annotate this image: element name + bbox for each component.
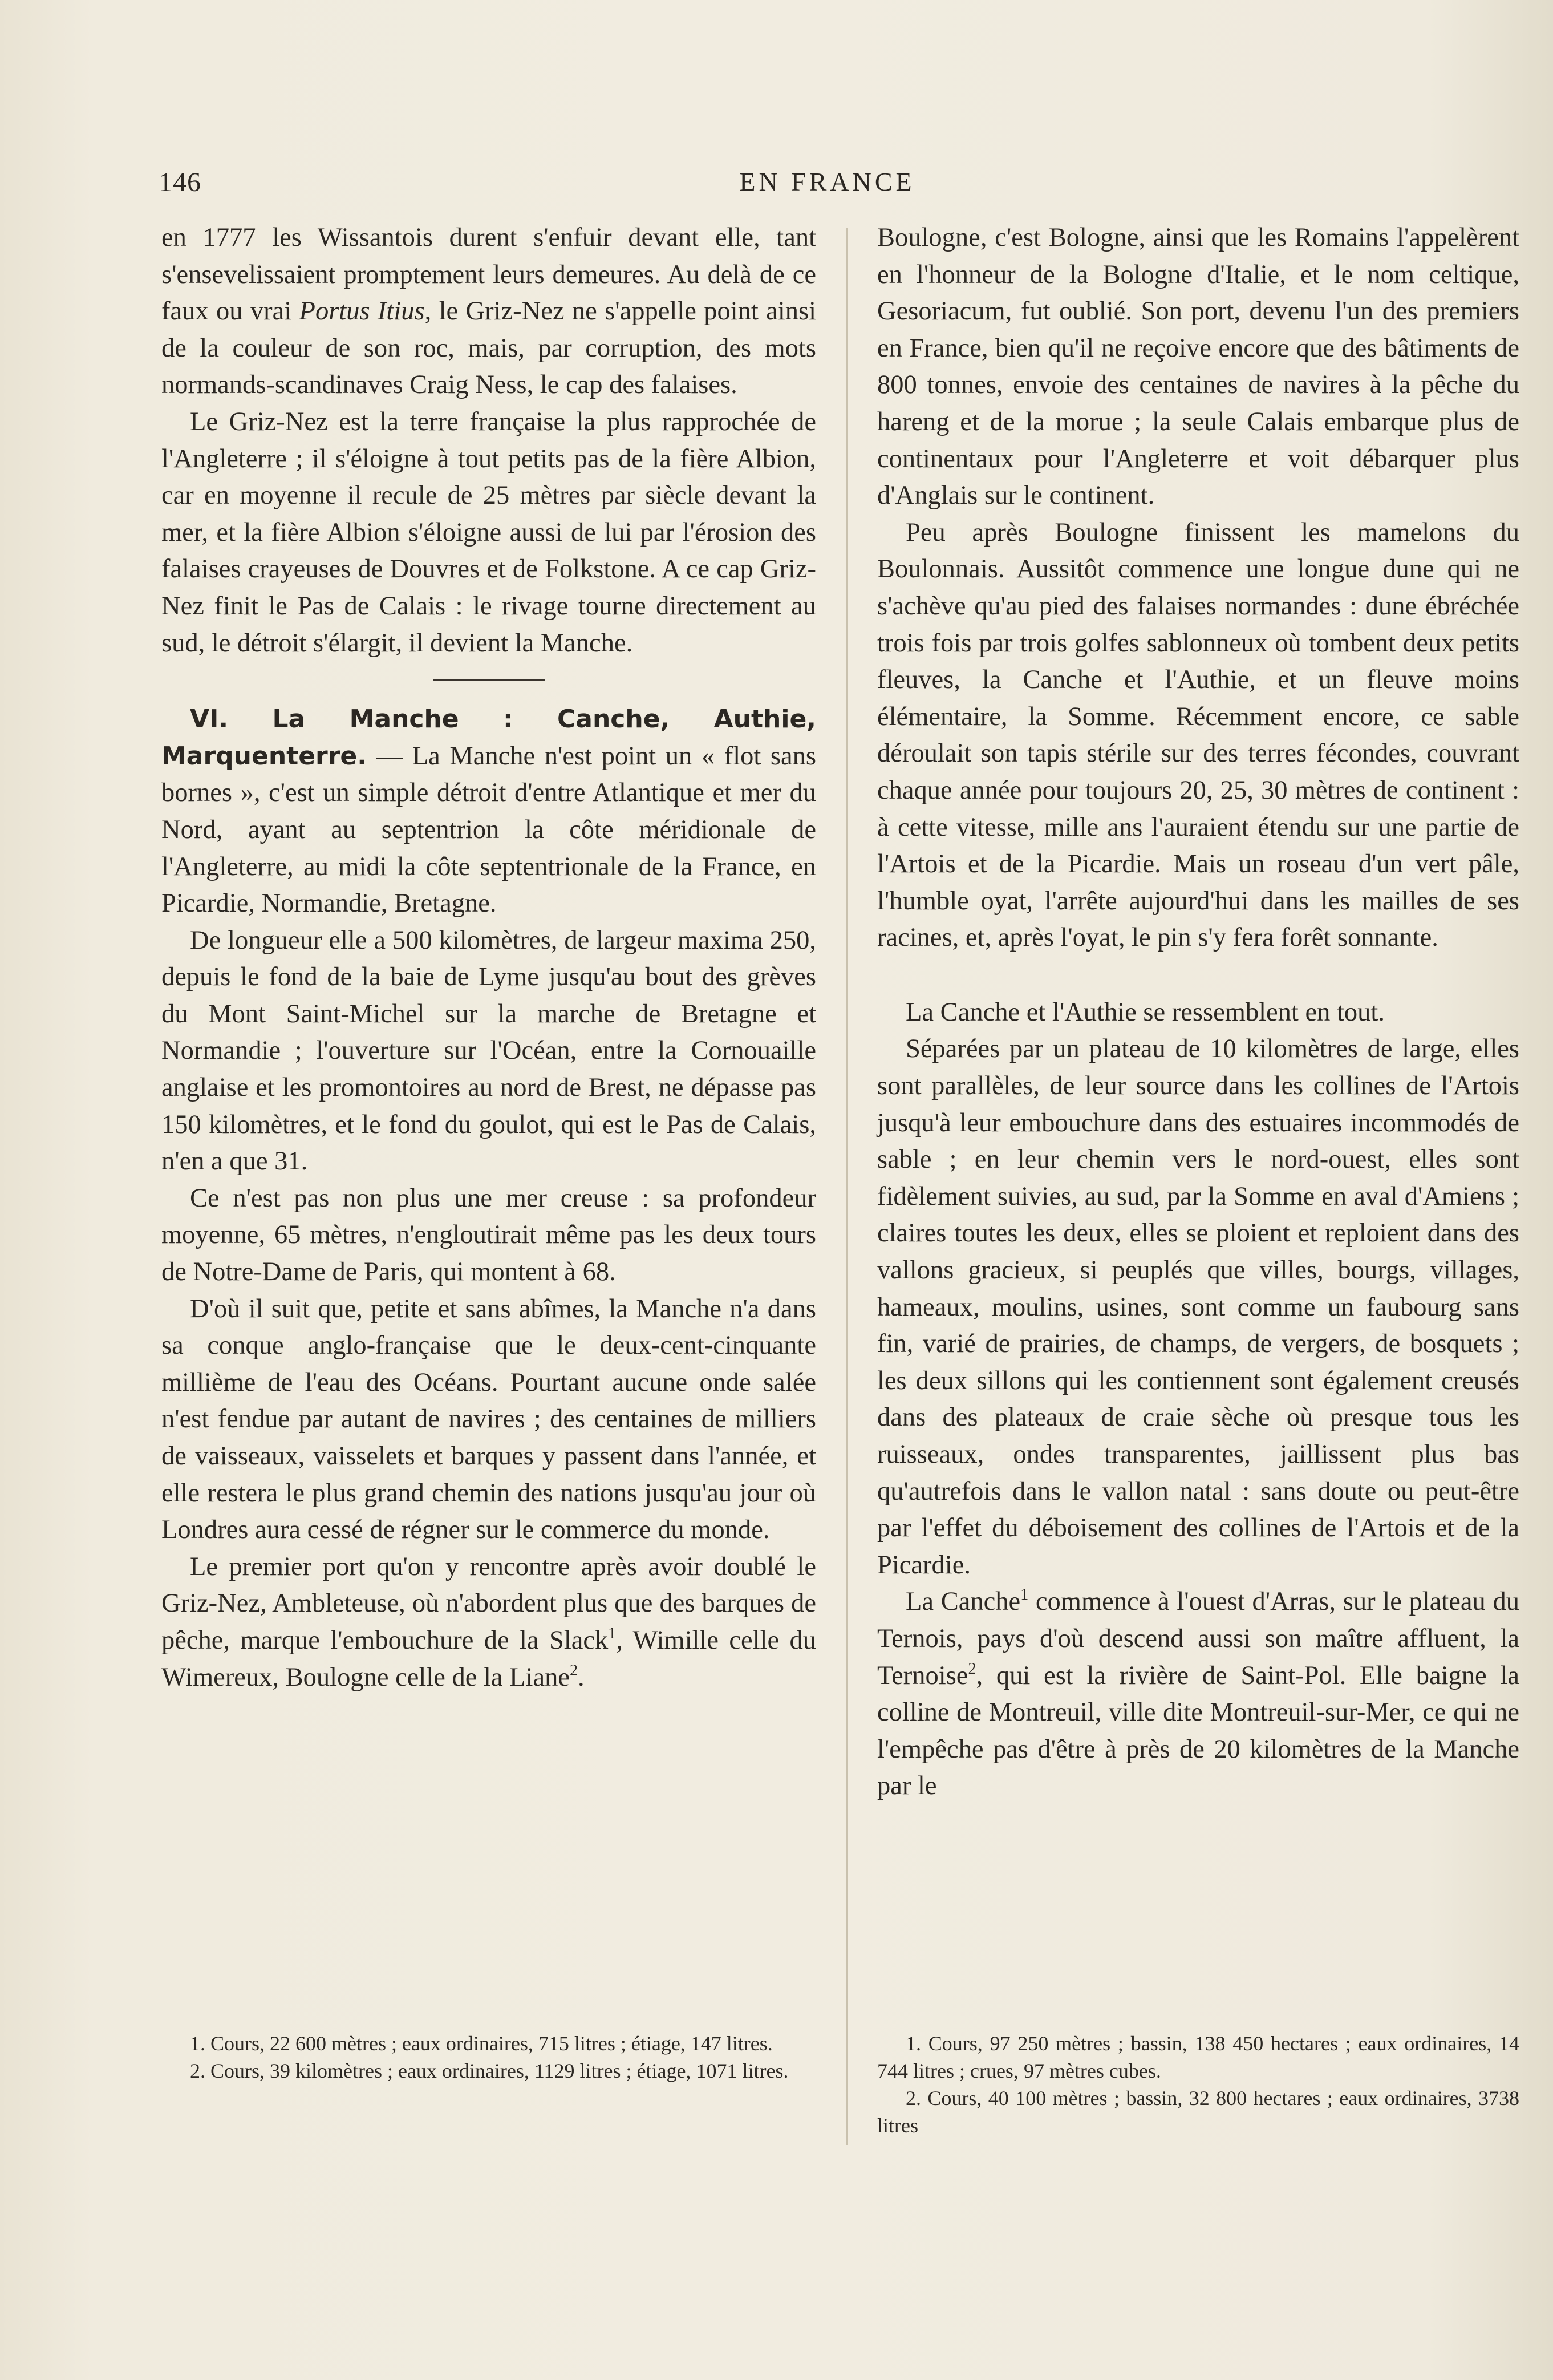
page-number: 146 — [159, 167, 201, 197]
latin-term: Portus Itius — [299, 297, 425, 326]
footnote-ref: 1 — [608, 1624, 617, 1642]
paragraph: Ce n'est pas non plus une mer creuse : sa profondeur moyenne, 65 mètres, n'engloutirait même pas les deux tours de Notre-Dame de Paris, qui montent à 68. — [161, 1183, 816, 1287]
paragraph: Le Griz-Nez est la terre française la plus rapprochée de l'Angleterre ; il s'éloigne à tout petits pas de la fière Albion, car en moyenne il recule de 25 mètres par siècle devant la mer, et la fière Albion s'éloigne aussi de lui par l'érosion des falaises crayeuses de Douvres et de Folkstone. A ce cap Griz-Nez finit le Pas de Calais : le rivage tourne directement au sud, le détroit s'élargit, il devient la Manche. — [161, 407, 816, 658]
footnote-ref: 2 — [968, 1659, 976, 1678]
section-paragraph: VI. La Manche : Canche, Authie, Marquenterre. — La Manche n'est point un « flot sans bornes », c'est un simple détroit d'entre Atlantique et mer du Nord, ayant au septentrion la côte méridionale de l'Angleterre, au midi la côte septentrionale de la France, en Picardie, Normandie, Bretagne. — [161, 705, 816, 918]
left-column — [161, 220, 816, 1696]
page-header — [159, 167, 1496, 207]
paragraph: Le premier port qu'on y rencontre après avoir doublé le Griz-Nez, Ambleteuse, où n'abordent plus que des barques de pêche, marque l'embouchure de la Slack$^1$, Wimille celle du Wimereux, Boulogne celle de la Liane$^2$. — [161, 1552, 816, 1692]
paragraph: Boulogne, c'est Bologne, ainsi que les Romains l'appelèrent en l'honneur de la Bologne d'Italie, et le nom celtique, Gesoriacum, fut oublié. Son port, devenu l'un des premiers en France, bien qu'il ne reçoive encore que des bâtiments de 800 tonnes, envoie des centaines de navires à la pêche du hareng et de la morue ; la seule Calais embarque plus de continentaux pour l'Angleterre et voit débarquer plus d'Anglais sur le continent. — [877, 223, 1519, 511]
paragraph: D'où il suit que, petite et sans abîmes, la Manche n'a dans sa conque anglo-française que le deux-cent-cinquante millième de l'eau des Océans. Pourtant aucune onde salée n'est fendue par autant de navires ; des centaines de milliers de vaisseaux, vaisselets et barques y passent dans l'année, et elle restera le plus grand chemin des nations jusqu'au jour où Londres aura cessé de régner sur le commerce du monde. — [161, 1294, 816, 1545]
paragraph: en 1777 les Wissantois durent s'enfuir devant elle, tant s'ensevelissaient promptement leurs demeures. Au delà de ce faux ou vrai Portus Itius, le Griz-Nez ne s'appelle point ainsi de la couleur de son roc, mais, par corruption, des mots normands-scandinaves Craig Ness, le cap des falaises. — [161, 223, 817, 400]
paragraph: La Canche$^1$ commence à l'ouest d'Arras, sur le plateau du Ternois, pays d'où descend aussi son maître affluent, la Ternoise$^2$, qui est la rivière de Saint-Pol. Elle baigne la colline de Montreuil, ville dite Montreuil-sur-Mer, ce qui ne l'empêche pas d'être à près de 20 kilomètres de la Manche par le — [877, 1586, 1519, 1801]
running-title: EN FRANCE — [739, 167, 915, 196]
footnote: 2. Cours, 40 100 mètres ; bassin, 32 800 hectares ; eaux ordinaires, 3738 litres — [877, 2087, 1519, 2137]
footnote: 1. Cours, 97 250 mètres ; bassin, 138 450 hectares ; eaux ordinaires, 14 744 litres ; crues, 97 mètres cubes. — [877, 2032, 1519, 2082]
paragraph: Séparées par un plateau de 10 kilomètres de large, elles sont parallèles, de leur source dans les collines de l'Artois jusqu'à leur embouchure dans des estuaires incommodés de sable ; en leur chemin vers le nord-ouest, elles sont fidèlement suivies, au sud, par la Somme en aval d'Amiens ; claires toutes les deux, elles se ploient et reploient dans des vallons gracieux, si peuplés que villes, bourgs, villages, hameaux, moulins, usines, sont comme un faubourg sans fin, varié de prairies, de champs, de vergers, de bosquets ; les deux sillons qui les contiennent sont également creusés dans des plateaux de craie sèche où presque tous les ruisseaux, ondes transparentes, jaillissent plus bas qu'autrefois dans le vallon natal : sans doute ou peut-être par l'effet du déboisement des collines de l'Artois et de la Picardie. — [877, 1034, 1519, 1580]
section-heading: VI. La Manche : Canche, Authie, Marquenterre. — [161, 705, 816, 771]
footnote: 2. Cours, 39 kilomètres ; eaux ordinaires, 1129 litres ; étiage, 1071 litres. — [190, 2059, 789, 2082]
footnotes-right — [877, 2030, 1519, 2139]
column-divider — [846, 228, 848, 2145]
right-column — [877, 220, 1519, 1805]
section-divider — [433, 679, 545, 681]
paragraph-gap — [877, 957, 1519, 994]
footnote-ref: 2 — [570, 1661, 578, 1679]
footnote: 1. Cours, 22 600 mètres ; eaux ordinaires, 715 litres ; étiage, 147 litres. — [190, 2032, 773, 2055]
footnotes-left — [161, 2030, 816, 2084]
footnote-ref: 1 — [1020, 1586, 1029, 1604]
paragraph: La Canche et l'Authie se ressemblent en tout. — [906, 997, 1385, 1027]
paragraph: Peu après Boulogne finissent les mamelons du Boulonnais. Aussitôt commence une longue dune qui ne s'achève qu'au pied des falaises normandes : dune ébréchée trois fois par trois golfes sablonneux où tombent deux petits fleuves, la Canche et l'Authie, et un fleuve moins élémentaire, la Somme. Récemment encore, ce sable déroulait son tapis stérile sur des terres fécondes, couvrant chaque année pour toujours 20, 25, 30 mètres de continent : à cette vitesse, mille ans l'auraient étendu sur une partie de l'Artois et de la Picardie. Mais un roseau d'un vert pâle, l'humble oyat, l'arrête aujourd'hui dans les mailles de ses racines, et, après l'oyat, le pin s'y fera forêt sonnante. — [877, 517, 1519, 953]
paragraph: De longueur elle a 500 kilomètres, de largeur maxima 250, depuis le fond de la baie de Lyme jusqu'au bout des grèves du Mont Saint-Michel sur la marche de Bretagne et Normandie ; l'ouverture sur l'Océan, entre la Cornouaille anglaise et les promontoires au nord de Brest, ne dépasse pas 150 kilomètres, et le fond du goulot, qui est le Pas de Calais, n'en a que 31. — [161, 925, 816, 1176]
